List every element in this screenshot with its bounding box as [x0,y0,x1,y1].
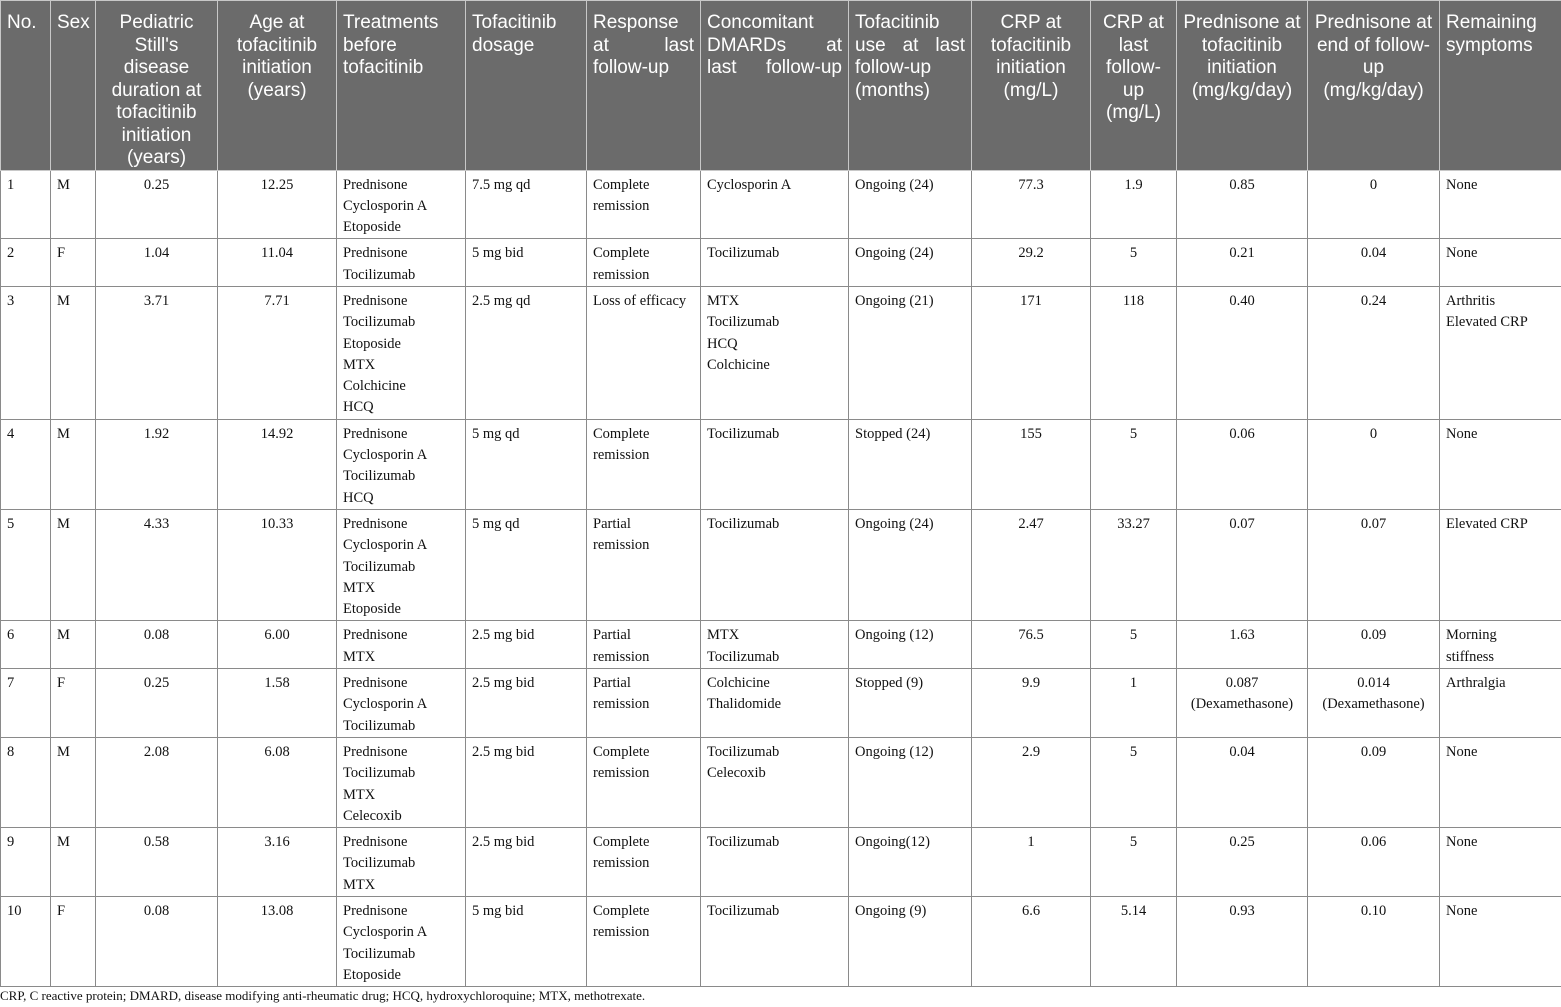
cell-dosage: 2.5 mg bid [466,621,587,669]
cell-response [587,509,701,620]
cell-dmards [701,239,849,287]
cell-treatments [337,897,466,987]
table-body [1,170,1561,987]
cell-no: 10 [1,897,51,987]
cell-remaining-symptoms-line: Elevated CRP [1446,515,1528,532]
cell-prednisone-end [1308,737,1440,827]
cell-age: 7.71 [218,286,337,419]
cell-tofacitinib-use: Ongoing (24) [849,509,972,620]
cell-prednisone-end-line: (Dexamethasone) [1322,696,1425,713]
cell-sex: F [51,669,96,738]
cell-response-line: remission [593,537,650,554]
cell-remaining-symptoms [1440,286,1561,419]
cell-no: 8 [1,737,51,827]
table-row [1,828,1561,897]
cell-dmards-line: Tocilizumab [707,425,780,442]
cell-dmards [701,286,849,419]
cell-prednisone-end-line: 0.014 [1357,675,1390,692]
cell-prednisone-end [1308,419,1440,509]
cell-tofacitinib-use: Ongoing (9) [849,897,972,987]
cell-treatments-line: HCQ [343,399,374,416]
cell-treatments-line: MTX [343,579,376,596]
cell-remaining-symptoms [1440,621,1561,669]
cell-treatments-line: MTX [343,648,376,665]
cell-tofacitinib-use: Stopped (24) [849,419,972,509]
cell-treatments-line: Cyclosporin A [343,924,428,941]
cell-remaining-symptoms [1440,828,1561,897]
cell-prednisone-initiation-line: 0.06 [1229,425,1255,442]
cell-dmards-line: Tocilizumab [707,515,780,532]
cell-dmards [701,419,849,509]
cell-crp-initiation: 29.2 [972,239,1091,287]
cell-dmards-line: Colchicine [707,356,770,373]
cell-treatments-line: Prednisone [343,425,408,442]
cell-age: 6.00 [218,621,337,669]
table-row [1,737,1561,827]
cell-sex: M [51,170,96,239]
cell-prednisone-initiation [1177,239,1308,287]
cell-crp-initiation: 155 [972,419,1091,509]
cell-remaining-symptoms-line: stiffness [1446,648,1495,665]
cell-dmards-line: Cyclosporin A [707,176,792,193]
cell-prednisone-end-line: 0.24 [1360,292,1387,309]
cell-age: 12.25 [218,170,337,239]
cell-dmards [701,828,849,897]
cell-age: 13.08 [218,897,337,987]
cell-no: 2 [1,239,51,287]
cell-response-line: Partial [593,515,631,532]
cell-response-line: remission [593,266,650,283]
cell-no: 9 [1,828,51,897]
cell-treatments-line: Tocilizumab [343,314,416,331]
cell-dosage: 2.5 mg bid [466,828,587,897]
cell-response-line: Complete [593,425,650,442]
cell-tofacitinib-use: Ongoing (12) [849,621,972,669]
cell-prednisone-end-line: 0.09 [1360,627,1387,644]
cell-prednisone-initiation-line: 0.04 [1229,743,1255,760]
cell-prednisone-initiation-line: 0.21 [1229,245,1255,262]
cell-dmards [701,897,849,987]
cell-response [587,737,701,827]
cell-treatments-line: Tocilizumab [343,855,416,872]
cell-treatments-line: Etoposide [343,601,401,618]
cell-treatments-line: Cyclosporin A [343,537,428,554]
cell-treatments-line: Cyclosporin A [343,197,428,214]
cell-response-line: remission [593,648,650,665]
cell-treatments-line: Celecoxib [343,807,402,824]
cell-treatments [337,170,466,239]
cell-treatments-line: Tocilizumab [343,945,416,962]
cell-remaining-symptoms [1440,737,1561,827]
cell-crp-last: 33.27 [1091,509,1177,620]
cell-crp-last: 1.9 [1091,170,1177,239]
cell-response-line: Partial [593,627,631,644]
cell-crp-initiation: 9.9 [972,669,1091,738]
header-response: Response at last follow-up [587,1,701,171]
cell-crp-last: 5 [1091,621,1177,669]
cell-tofacitinib-use: Ongoing (24) [849,170,972,239]
cell-dosage: 5 mg bid [466,897,587,987]
cell-prednisone-initiation [1177,509,1308,620]
cell-dmards-line: Tocilizumab [707,743,780,760]
header-tofacitinib-use: Tofacitinib use at last follow-up (months) [849,1,972,171]
cell-prednisone-initiation-line: 0.25 [1229,834,1255,851]
cell-treatments-line: Prednisone [343,675,408,692]
cell-crp-last: 1 [1091,669,1177,738]
cell-dmards [701,170,849,239]
cell-age: 14.92 [218,419,337,509]
cell-treatments-line: Etoposide [343,219,401,236]
cell-crp-last: 5 [1091,828,1177,897]
header-sex: Sex [51,1,96,171]
cell-dosage: 2.5 mg qd [466,286,587,419]
cell-age: 10.33 [218,509,337,620]
cell-treatments-line: Prednisone [343,903,408,919]
cell-prednisone-initiation [1177,621,1308,669]
cell-crp-initiation: 76.5 [972,621,1091,669]
cell-prednisone-end-line: 0.10 [1360,903,1387,919]
cell-dmards-line: MTX [707,292,740,309]
cell-remaining-symptoms [1440,509,1561,620]
cell-treatments [337,621,466,669]
cell-treatments-line: Etoposide [343,335,401,352]
cell-remaining-symptoms-line: None [1446,743,1478,760]
cell-remaining-symptoms-line: None [1446,834,1478,851]
cell-response-line: Complete [593,176,650,193]
cell-dmards-line: Celecoxib [707,765,766,782]
cell-tofacitinib-use: Stopped (9) [849,669,972,738]
cell-response-line: remission [593,765,650,782]
cell-prednisone-initiation [1177,170,1308,239]
cell-prednisone-initiation [1177,897,1308,987]
cell-dmards-line: Tocilizumab [707,903,780,919]
header-no: No. [1,1,51,171]
cell-prednisone-end [1308,239,1440,287]
cell-remaining-symptoms-line: None [1446,176,1478,193]
cell-treatments-line: Prednisone [343,743,408,760]
cell-treatments-line: Tocilizumab [343,558,416,575]
header-dosage: Tofacitinib dosage [466,1,587,171]
cell-response [587,669,701,738]
cell-response [587,621,701,669]
cell-no: 5 [1,509,51,620]
table-row [1,669,1561,738]
cell-prednisone-initiation-line: 0.07 [1229,515,1255,532]
cell-treatments [337,286,466,419]
cell-dosage: 2.5 mg bid [466,737,587,827]
cell-treatments-line: Cyclosporin A [343,696,428,713]
cell-treatments [337,669,466,738]
cell-prednisone-end [1308,621,1440,669]
table-row [1,239,1561,287]
cell-dmards [701,669,849,738]
cell-dmards-line: Colchicine [707,675,770,692]
cell-duration: 1.04 [96,239,218,287]
cell-treatments-line: Colchicine [343,378,406,395]
cell-treatments-line: MTX [343,786,376,803]
cell-crp-last: 5.14 [1091,897,1177,987]
cell-remaining-symptoms-line: None [1446,425,1478,442]
cell-sex: M [51,737,96,827]
cell-treatments-line: Prednisone [343,176,408,193]
table-row [1,170,1561,239]
cell-dmards-line: Tocilizumab [707,314,780,331]
cell-dmards-line: MTX [707,627,740,644]
table-footnote: CRP, C reactive protein; DMARD, disease modifying anti-rheumatic drug; HCQ, hydroxychloroquine; MTX, methotrexate. [0,988,646,1003]
header-treatments: Treatments before tofacitinib [337,1,466,171]
header-prednisone-initiation: Prednisone at tofacitinib initiation (mg/kg/day) [1177,1,1308,171]
cell-prednisone-end-line: 0.09 [1360,743,1387,760]
header-prednisone-end: Prednisone at end of follow-up (mg/kg/day) [1308,1,1440,171]
cell-crp-initiation: 1 [972,828,1091,897]
cell-tofacitinib-use: Ongoing (24) [849,239,972,287]
cell-duration: 1.92 [96,419,218,509]
cell-prednisone-end [1308,509,1440,620]
cell-response [587,897,701,987]
cell-remaining-symptoms-line: None [1446,903,1478,919]
cell-treatments-line: Tocilizumab [343,717,416,734]
cell-treatments [337,239,466,287]
cell-response [587,828,701,897]
header-crp-last: CRP at last follow-up (mg/L) [1091,1,1177,171]
cell-dmards [701,509,849,620]
cell-dmards [701,621,849,669]
header-remaining-symptoms: Remaining symptoms [1440,1,1561,171]
cell-prednisone-initiation-line: 0.40 [1229,292,1255,309]
cell-treatments [337,828,466,897]
cell-sex: M [51,621,96,669]
cell-crp-last: 5 [1091,239,1177,287]
cell-treatments-line: Prednisone [343,292,408,309]
cell-response [587,419,701,509]
cell-prednisone-initiation [1177,737,1308,827]
cell-prednisone-end-line: 0.04 [1360,245,1387,262]
cell-remaining-symptoms-line: Arthralgia [1446,675,1506,692]
cell-age: 3.16 [218,828,337,897]
cell-treatments-line: MTX [343,876,376,893]
header-age: Age at tofacitinib initiation (years) [218,1,337,171]
cell-dosage: 2.5 mg bid [466,669,587,738]
cell-duration: 0.08 [96,621,218,669]
cell-treatments-line: Prednisone [343,627,408,644]
cell-duration: 0.58 [96,828,218,897]
cell-remaining-symptoms [1440,669,1561,738]
cell-dmards-line: Thalidomide [707,696,782,713]
cell-sex: M [51,509,96,620]
table-row [1,509,1561,620]
cell-response [587,170,701,239]
cell-prednisone-initiation-line: 1.63 [1229,627,1255,644]
cell-prednisone-initiation [1177,286,1308,419]
cell-no: 7 [1,669,51,738]
cell-response-line: Loss of efficacy [593,292,687,309]
cell-sex: M [51,286,96,419]
cell-duration: 2.08 [96,737,218,827]
cell-dmards-line: HCQ [707,335,738,352]
cell-treatments-line: MTX [343,356,376,373]
table-row [1,286,1561,419]
cell-response-line: Complete [593,903,650,919]
cell-remaining-symptoms [1440,170,1561,239]
cell-crp-initiation: 171 [972,286,1091,419]
cell-response-line: remission [593,197,650,214]
cell-treatments-line: Cyclosporin A [343,447,428,464]
cell-prednisone-end-line: 0 [1369,425,1378,442]
header-dmards: Concomitant DMARDs at last follow-up [701,1,849,171]
cell-remaining-symptoms [1440,897,1561,987]
cell-treatments-line: Tocilizumab [343,266,416,283]
cell-response-line: Partial [593,675,631,692]
cell-response-line: remission [593,924,650,941]
cell-crp-initiation: 2.9 [972,737,1091,827]
cell-dmards-line: Tocilizumab [707,834,780,851]
cell-prednisone-end [1308,828,1440,897]
header-disease-duration: Pediatric Still's disease duration at tofacitinib initiation (years) [96,1,218,171]
cell-duration: 3.71 [96,286,218,419]
cell-prednisone-initiation [1177,669,1308,738]
cell-crp-last: 5 [1091,737,1177,827]
cell-tofacitinib-use: Ongoing (12) [849,737,972,827]
cell-prednisone-end [1308,669,1440,738]
cell-dmards [701,737,849,827]
cell-prednisone-end-line: 0 [1369,176,1378,193]
cell-sex: M [51,419,96,509]
cell-response-line: remission [593,855,650,872]
cell-treatments [337,419,466,509]
cell-response-line: Complete [593,743,650,760]
cell-no: 1 [1,170,51,239]
cell-treatments-line: Tocilizumab [343,468,416,485]
cell-age: 6.08 [218,737,337,827]
cell-treatments [337,509,466,620]
cell-prednisone-initiation-line: 0.93 [1229,903,1255,919]
cell-prednisone-initiation-line: (Dexamethasone) [1190,696,1294,713]
cell-prednisone-end [1308,286,1440,419]
header-crp-initiation: CRP at tofacitinib initiation (mg/L) [972,1,1091,171]
cell-no: 4 [1,419,51,509]
cell-crp-initiation: 2.47 [972,509,1091,620]
cell-prednisone-end [1308,897,1440,987]
cell-response [587,286,701,419]
cell-remaining-symptoms-line: Arthritis [1446,292,1496,309]
cell-tofacitinib-use: Ongoing (21) [849,286,972,419]
cell-treatments-line: Etoposide [343,966,401,983]
cell-remaining-symptoms [1440,419,1561,509]
cell-age: 1.58 [218,669,337,738]
cell-response-line: remission [593,696,650,713]
cell-treatments-line: HCQ [343,489,374,506]
cell-treatments-line: Tocilizumab [343,765,416,782]
cell-crp-initiation: 77.3 [972,170,1091,239]
table-row [1,621,1561,669]
cell-remaining-symptoms-line: Elevated CRP [1446,314,1528,331]
cell-sex: F [51,239,96,287]
cell-remaining-symptoms-line: Morning [1446,627,1497,644]
cell-no: 3 [1,286,51,419]
cell-prednisone-initiation-line: 0.85 [1229,176,1255,193]
cell-response [587,239,701,287]
cell-prednisone-initiation [1177,828,1308,897]
cell-prednisone-initiation-line: 0.087 [1225,675,1259,692]
table-header-row [1,1,1561,171]
cell-tofacitinib-use: Ongoing(12) [849,828,972,897]
cell-treatments-line: Prednisone [343,245,408,262]
cell-age: 11.04 [218,239,337,287]
cell-dosage: 5 mg qd [466,509,587,620]
cell-sex: M [51,828,96,897]
cell-dmards-line: Tocilizumab [707,648,780,665]
cell-dmards-line: Tocilizumab [707,245,780,262]
cell-duration: 0.25 [96,669,218,738]
cell-remaining-symptoms [1440,239,1561,287]
cell-treatments-line: Prednisone [343,515,408,532]
cell-response-line: Complete [593,245,650,262]
cell-crp-initiation: 6.6 [972,897,1091,987]
cell-duration: 4.33 [96,509,218,620]
cell-response-line: remission [593,447,650,464]
cell-prednisone-end-line: 0.06 [1360,834,1387,851]
table-row [1,897,1561,987]
cell-remaining-symptoms-line: None [1446,245,1478,262]
cell-no: 6 [1,621,51,669]
cell-dosage: 7.5 mg qd [466,170,587,239]
cell-crp-last: 118 [1091,286,1177,419]
cell-dosage: 5 mg bid [466,239,587,287]
cell-dosage: 5 mg qd [466,419,587,509]
cell-response-line: Complete [593,834,650,851]
cell-prednisone-initiation [1177,419,1308,509]
cell-crp-last: 5 [1091,419,1177,509]
cell-sex: F [51,897,96,987]
cell-prednisone-end [1308,170,1440,239]
cell-prednisone-end-line: 0.07 [1360,515,1387,532]
table-row [1,419,1561,509]
cell-duration: 0.08 [96,897,218,987]
cell-duration: 0.25 [96,170,218,239]
cell-treatments-line: Prednisone [343,834,408,851]
cell-treatments [337,737,466,827]
